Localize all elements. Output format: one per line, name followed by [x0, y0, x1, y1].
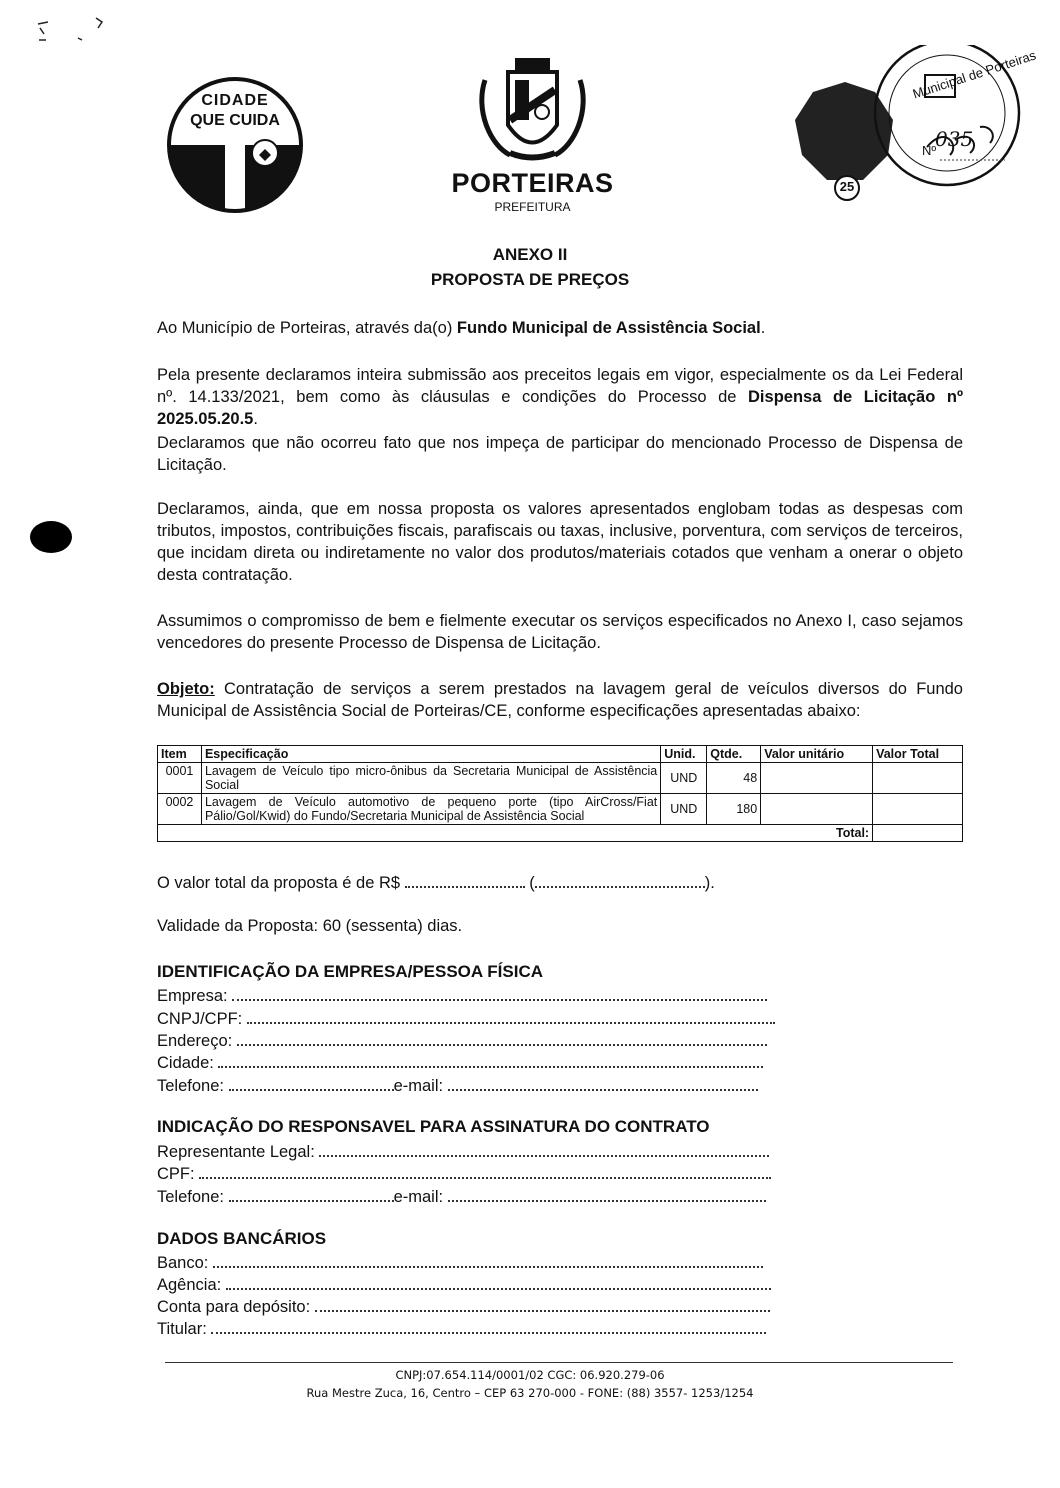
agencia-field [157, 1274, 771, 1296]
footer-address: Rua Mestre Zuca, 16, Centro – CEP 63 270-000 - FONE: (88) 3557- 1253/1254 [306, 1386, 754, 1400]
declaration-paragraph-1 [157, 364, 963, 430]
cell-qtde: 48 [707, 763, 761, 794]
porteiras-prefeitura-logo [445, 50, 620, 215]
col-unid: Unid. [661, 746, 707, 763]
porteiras-crest-icon [470, 50, 595, 165]
intro-suffix: . [760, 319, 766, 337]
items-table [157, 745, 963, 842]
endereco-field [157, 1030, 767, 1052]
titular-label: Titular: [157, 1320, 207, 1338]
cell-valor-unitario [761, 794, 873, 825]
table-row [158, 794, 963, 825]
prefeitura-label: PREFEITURA [494, 200, 571, 214]
col-item: Item [158, 746, 202, 763]
valor-total-line [157, 872, 715, 894]
declaration-paragraph-2: Declaramos que não ocorreu fato que nos impeça de participar do mencionado Processo de Dispensa de Licitação. [157, 434, 963, 474]
cell-qtde: 180 [707, 794, 761, 825]
resp-telefone-input[interactable] [229, 1186, 394, 1202]
scan-blot [28, 518, 74, 556]
intro-paragraph [157, 317, 963, 339]
cpf-input[interactable] [199, 1163, 771, 1179]
p1-suffix: . [253, 410, 258, 428]
cpf-field [157, 1163, 771, 1185]
protocol-seal [785, 45, 1038, 215]
proposal-title: PROPOSTA DE PREÇOS [430, 270, 630, 289]
total-label: Total: [158, 825, 873, 842]
objeto-label: Objeto: [157, 680, 215, 698]
representante-label: Representante Legal: [157, 1143, 315, 1161]
conta-label: Conta para depósito: [157, 1298, 311, 1316]
table-header-row [158, 746, 963, 763]
banco-label: Banco: [157, 1254, 209, 1272]
col-qtde: Qtde. [707, 746, 761, 763]
cnpj-field [157, 1008, 775, 1030]
cell-item: 0002 [158, 794, 202, 825]
objeto-paragraph [157, 678, 963, 722]
cell-item: 0001 [158, 763, 202, 794]
agencia-input[interactable] [226, 1274, 771, 1290]
empresa-label: Empresa: [157, 987, 228, 1005]
email-input[interactable] [448, 1075, 758, 1091]
cidade-field [157, 1052, 763, 1074]
titular-input[interactable] [211, 1318, 766, 1334]
resp-telefone-email-field [157, 1186, 766, 1208]
telefone-input[interactable] [229, 1075, 394, 1091]
telefone-label: Telefone: [157, 1077, 224, 1095]
seal-text: Municipal de Porteiras [910, 47, 1038, 102]
objeto-text: Contratação de serviços a serem prestados na lavagem geral de veículos diversos do Fundo Municipal de Assistência Social de Porteiras/CE, conforme especificações apresentadas abaixo: [157, 680, 963, 720]
table-total-row [158, 825, 963, 842]
banco-input[interactable] [213, 1252, 763, 1268]
representante-field [157, 1141, 769, 1163]
total-value [873, 825, 963, 842]
conta-input[interactable] [315, 1296, 770, 1312]
cell-valor-total [873, 763, 963, 794]
footer-divider [165, 1362, 953, 1363]
porteiras-name: PORTEIRAS [451, 168, 614, 198]
banco-section-title: DADOS BANCÁRIOS [157, 1229, 327, 1248]
col-valor-unitario: Valor unitário [761, 746, 873, 763]
cell-valor-unitario [761, 763, 873, 794]
seal-number-label: Nº [922, 143, 937, 158]
representante-input[interactable] [319, 1141, 769, 1157]
agencia-label: Agência: [157, 1276, 222, 1294]
cnpj-label: CNPJ/CPF: [157, 1010, 243, 1028]
cell-unid: UND [661, 794, 707, 825]
col-especificacao: Especificação [201, 746, 660, 763]
titular-field [157, 1318, 766, 1340]
cell-spec: Lavagem de Veículo automotivo de pequeno porte (tipo AirCross/Fiat Pálio/Gol/Kwid) do Fundo/Secretaria Municipal de Assistência Social [201, 794, 660, 825]
cell-valor-total [873, 794, 963, 825]
table-row [158, 763, 963, 794]
left-logo-line2: QUE CUIDA [190, 112, 280, 129]
conta-field [157, 1296, 770, 1318]
col-valor-total: Valor Total [873, 746, 963, 763]
cell-unid: UND [661, 763, 707, 794]
p1-prefix: Pela presente declaramos inteira submissão aos preceitos legais em vigor, especialmente os da Lei Federal nº. 14.133/2021, bem como às cláusulas e condições do Processo de [157, 366, 963, 406]
paren-open: ( [529, 874, 535, 892]
endereco-label: Endereço: [157, 1032, 233, 1050]
p1-process-number: Dispensa de Licitação nº 2025.05.20.5 [157, 388, 963, 428]
intro-entity: Fundo Municipal de Assistência Social [456, 319, 761, 337]
valor-total-input[interactable] [405, 872, 525, 888]
declaration-paragraph-3: Declaramos, ainda, que em nossa proposta os valores apresentados englobam todas as despesas com tributos, impostos, contribuições fiscais, parafiscais ou taxas, inclusive, porventura, com serviços de terceiros, que incidam direta ou indiretamente no valor dos produtos/materiais cotados que venham a onerar o objeto desta contratação. [157, 500, 963, 584]
validade-line: Validade da Proposta: 60 (sessenta) dias. [157, 917, 463, 935]
cidade-que-cuida-logo [165, 75, 305, 215]
seal-handwritten-number: 035 [935, 127, 974, 151]
resp-telefone-label: Telefone: [157, 1188, 224, 1206]
telefone-email-field [157, 1075, 758, 1097]
seal-badge-number: 25 [839, 179, 855, 194]
cnpj-input[interactable] [247, 1008, 775, 1024]
cidade-label: Cidade: [157, 1054, 214, 1072]
paren-close: ). [704, 874, 715, 892]
intro-prefix: Ao Município de Porteiras, através da(o) [157, 319, 457, 337]
responsavel-section-title: INDICAÇÃO DO RESPONSAVEL PARA ASSINATURA DO CONTRATO [157, 1117, 710, 1136]
banco-field [157, 1252, 763, 1274]
empresa-section-title: IDENTIFICAÇÃO DA EMPRESA/PESSOA FÍSICA [157, 962, 543, 981]
resp-email-label: e-mail: [393, 1188, 444, 1206]
empresa-field [157, 985, 767, 1007]
valor-extenso-input[interactable] [535, 872, 705, 888]
email-label: e-mail: [393, 1077, 444, 1095]
valor-total-label: O valor total da proposta é de R$ [157, 874, 401, 892]
empresa-input[interactable] [232, 985, 767, 1001]
cpf-label: CPF: [157, 1165, 195, 1183]
cidade-input[interactable] [218, 1052, 763, 1068]
scan-marks [30, 10, 120, 50]
left-logo-line1: CIDADE [201, 92, 269, 109]
cell-spec: Lavagem de Veículo tipo micro-ônibus da Secretaria Municipal de Assistência Social [201, 763, 660, 794]
annex-title: ANEXO II [492, 245, 568, 264]
endereco-input[interactable] [237, 1030, 767, 1046]
declaration-paragraph-4: Assumimos o compromisso de bem e fielmente executar os serviços especificados no Anexo I, caso sejamos vencedores do presente Processo de Dispensa de Licitação. [157, 612, 963, 652]
footer-cnpj: CNPJ:07.654.114/0001/02 CGC: 06.920.279-06 [395, 1368, 665, 1382]
resp-email-input[interactable] [448, 1186, 766, 1202]
